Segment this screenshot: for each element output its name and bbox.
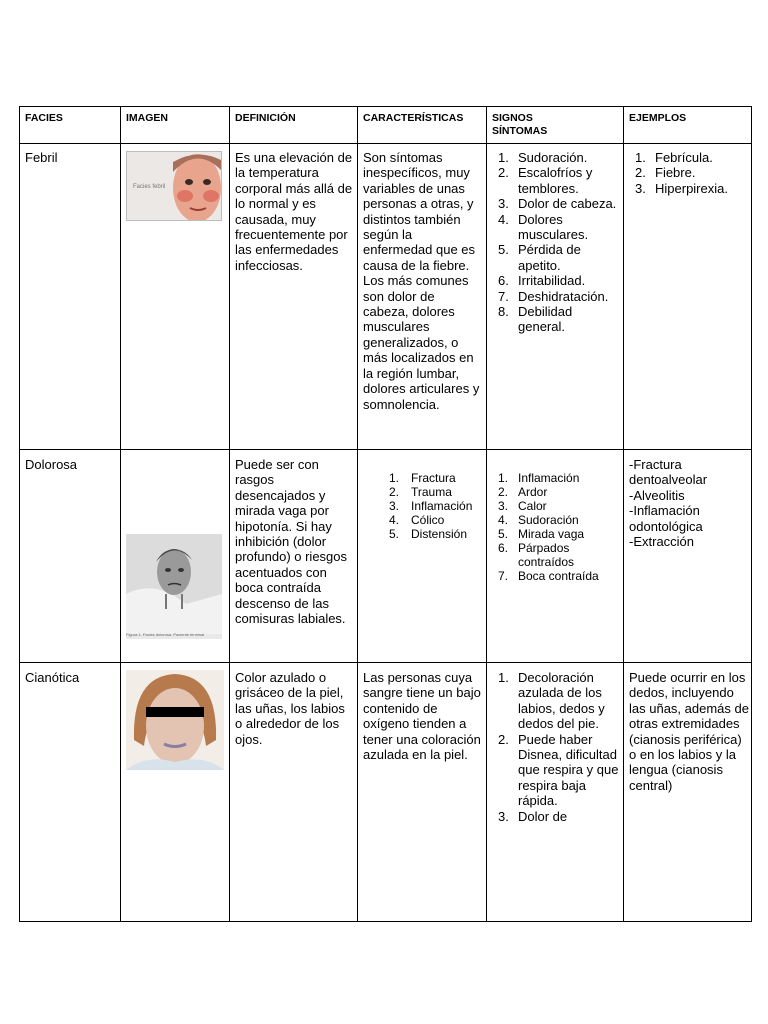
header-sintomas: SÍNTOMAS bbox=[492, 125, 548, 137]
header-ejemplos: EJEMPLOS bbox=[629, 112, 687, 124]
list-item: 2. Ardor bbox=[498, 485, 548, 499]
list-item: 8. Debilidad general. bbox=[498, 304, 573, 335]
row-dolorosa-caracteristicas bbox=[363, 471, 485, 541]
list-item: 4. Sudoración bbox=[498, 513, 579, 527]
list-item: 2. Trauma bbox=[389, 485, 452, 499]
row-divider bbox=[19, 449, 752, 450]
dolorosa-face-image bbox=[126, 534, 222, 639]
cyanotic-woman-face-icon bbox=[126, 670, 224, 770]
list-item: 4. Dolores musculares. bbox=[498, 211, 589, 243]
list-item: 4. Cólico bbox=[389, 513, 445, 527]
column-divider bbox=[357, 106, 358, 922]
column-divider bbox=[120, 106, 121, 922]
column-divider bbox=[486, 106, 487, 922]
list-item: 7. Deshidratación. bbox=[498, 288, 609, 304]
feverish-child-face-icon bbox=[127, 152, 221, 220]
header-imagen: IMAGEN bbox=[126, 112, 168, 124]
row-cianotica-facies: Cianótica bbox=[25, 670, 80, 685]
row-cianotica-ejemplos: Puede ocurrir en los dedos, incluyendo las uñas, además de otras extremidades (cianosis periférica) o en los labios y la lengua (cianosis central) bbox=[629, 670, 749, 793]
row-febril-ejemplos bbox=[629, 150, 747, 196]
column-divider bbox=[229, 106, 230, 922]
header-definicion: DEFINICIÓN bbox=[235, 112, 296, 124]
list-item: 1. Febrícula. bbox=[635, 150, 713, 165]
row-cianotica-definicion: Color azulado o grisáceo de la piel, las uñas, los labios o alrededor de los ojos. bbox=[235, 670, 345, 747]
list-item: 2. Escalofríos y temblores. bbox=[498, 165, 593, 196]
row-febril-signos bbox=[492, 150, 620, 335]
list-item: 1. Fractura bbox=[389, 471, 456, 485]
list-item: -Fractura dentoalveolar bbox=[629, 457, 708, 488]
row-dolorosa-definicion: Puede ser con rasgos desencajados y mirada vaga por hipotonía. Si hay inhibición (dolor profundo) o riesgos acentuados con boca contraída descenso de las comisuras labiales. bbox=[235, 457, 348, 627]
list-item: -Extracción bbox=[629, 534, 695, 550]
list-item: 6. Irritabilidad. bbox=[498, 273, 586, 289]
list-item: -Alveolitis bbox=[629, 487, 685, 503]
header-signos: SIGNOS bbox=[492, 112, 533, 124]
list-item: 3. Inflamación bbox=[389, 499, 473, 513]
header-caracteristicas: CARACTERÍSTICAS bbox=[363, 112, 464, 124]
elderly-patient-face-icon bbox=[126, 534, 222, 634]
list-item: 1. Inflamación bbox=[498, 471, 580, 485]
list-item: 3. Calor bbox=[498, 499, 547, 513]
facies-table bbox=[19, 106, 752, 922]
list-item: 5. Mirada vaga bbox=[498, 527, 585, 541]
list-item: 2. Puede haber Disnea, dificultad que respira y que respira baja rápida. bbox=[498, 731, 619, 809]
list-item: 5. Pérdida de apetito. bbox=[498, 242, 581, 273]
list-item: 7. Boca contraída bbox=[498, 569, 599, 583]
row-divider bbox=[19, 143, 752, 144]
row-divider bbox=[19, 662, 752, 663]
row-febril-definicion: Es una elevación de la temperatura corporal más allá de lo normal y es causada, muy frecuentemente por las enfermedades infecciosas. bbox=[235, 150, 353, 273]
header-facies: FACIES bbox=[25, 112, 63, 124]
list-item: 2. Fiebre. bbox=[635, 165, 696, 181]
febril-face-image bbox=[126, 151, 222, 221]
list-item: 1. Decoloración azulada de los labios, dedos y dedos del pie. bbox=[498, 670, 605, 732]
table-border-right bbox=[751, 106, 752, 922]
table-border-bottom bbox=[19, 921, 752, 922]
row-dolorosa-signos bbox=[492, 471, 620, 583]
list-item: 3. Dolor de cabeza. bbox=[498, 196, 617, 212]
row-febril-facies: Febril bbox=[25, 150, 58, 165]
list-item: 1. Sudoración. bbox=[498, 150, 588, 165]
table-border-left bbox=[19, 106, 20, 922]
table-border-top bbox=[19, 106, 752, 107]
list-item: 3. Hiperpirexia. bbox=[635, 180, 728, 196]
row-dolorosa-facies: Dolorosa bbox=[25, 457, 78, 472]
list-item: 3. Dolor de bbox=[498, 808, 568, 824]
cianotica-face-image bbox=[126, 670, 224, 770]
dolorosa-image-caption: Figura 1. Facies dolorosa. Paciente terminal bbox=[126, 632, 205, 637]
row-cianotica-caracteristicas: Las personas cuya sangre tiene un bajo contenido de oxígeno tienden a tener una coloración azulada en la piel. bbox=[363, 670, 481, 763]
list-item: -Inflamación odontológica bbox=[629, 503, 703, 534]
febril-image-caption: Facies febril bbox=[133, 184, 166, 190]
column-divider bbox=[623, 106, 624, 922]
header-signos-sintomas bbox=[492, 112, 620, 138]
row-febril-caracteristicas: Son síntomas inespecíficos, muy variables de unas personas a otras, y distintos también según la enfermedad que es causa de la fiebre. Los más comunes son dolor de cabeza, dolores musculares generalizados, o más localizados en la región lumbar, dolores articulares y somnolencia. bbox=[363, 150, 480, 412]
list-item: 5. Distensión bbox=[389, 527, 468, 541]
row-dolorosa-ejemplos bbox=[629, 457, 749, 549]
list-item: 6. Párpados contraídos bbox=[498, 541, 575, 569]
row-cianotica-signos bbox=[492, 670, 620, 920]
